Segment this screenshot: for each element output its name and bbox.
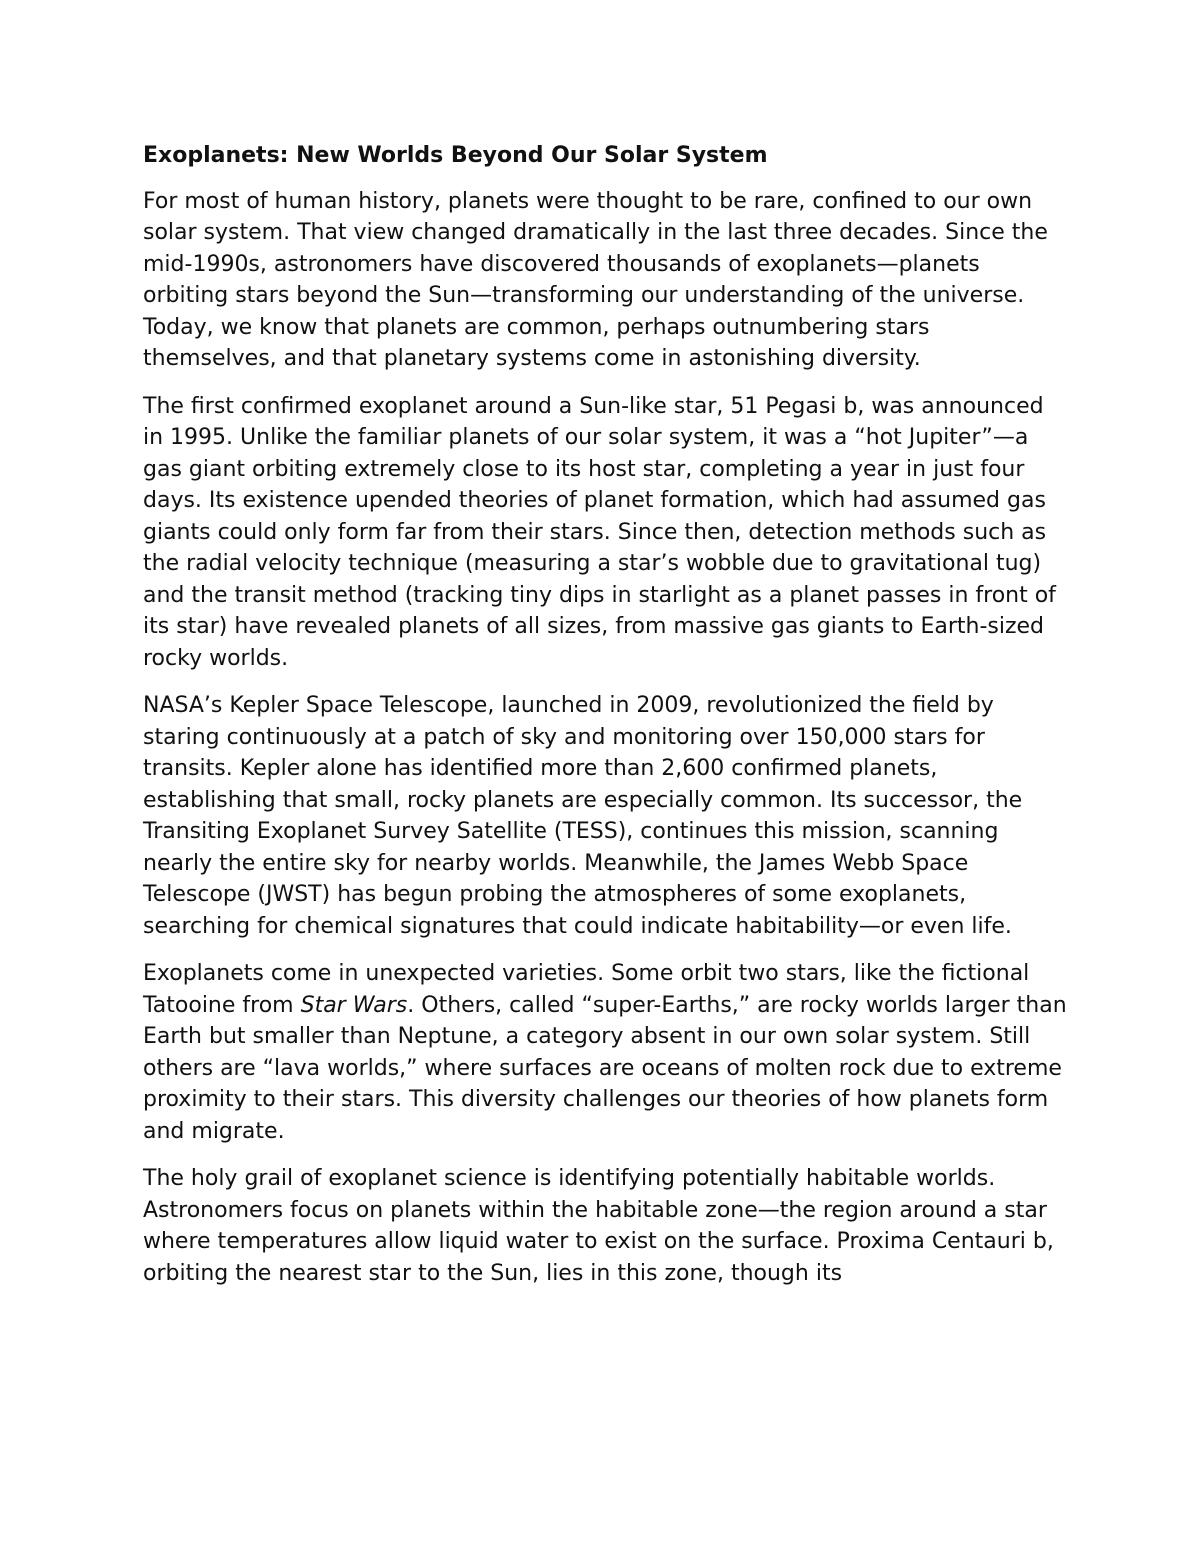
paragraph-first-exoplanet: The first confirmed exoplanet around a Sun-like star, 51 Pegasi b, was announced in 1995. Unlike the familiar planets of our solar system, it was a “hot Jupiter”—a gas giant orbiting extremely close to its host star, completing a year in just four days. Its existence upended theories of planet formation, which had assumed gas giants could only form far from their stars. Since then, detection methods such as the radial velocity technique (measuring a star’s wobble due to gravitational tug) and the transit method (tracking tiny dips in starlight as a planet passes in front of its star) have revealed planets of all sizes, from massive gas giants to Earth-sized rocky worlds. [143,393,1056,671]
paragraph-kepler: NASA’s Kepler Space Telescope, launched in 2009, revolutionized the field by staring continuously at a patch of sky and monitoring over 150,000 stars for transits. Kepler alone has identified more than 2,600 confirmed planets, establishing that small, rocky planets are especially common. Its successor, the Transiting Exoplanet Survey Satellite (TESS), continues this mission, scanning nearly the entire sky for nearby worlds. Meanwhile, the James Webb Space Telescope (JWST) has begun probing the atmospheres of some exoplanets, searching for chemical signatures that could indicate habitability—or even life. [143,693,1023,939]
paragraph-intro: For most of human history, planets were thought to be rare, confined to our own solar system. That view changed dramatically in the last three decades. Since the mid-1990s, astronomers have discovered thousands of exoplanets—planets orbiting stars beyond the Sun—transforming our understanding of the universe. Today, we know that planets are common, perhaps outnumbering stars themselves, and that planetary systems come in astonishing diversity. [143,188,1048,371]
document-title: Exoplanets: New Worlds Beyond Our Solar System [143,143,768,168]
paragraph-habitable-worlds: The holy grail of exoplanet science is identifying potentially habitable worlds. Astronomers focus on planets within the habitable zone—the region around a star where temperatures allow liquid water to exist on the surface. Proxima Centauri b, orbiting the nearest star to the Sun, lies in this zone, though its [143,1166,1054,1286]
star-wars-title: Star Wars [300,992,408,1018]
document-body [143,140,1068,1305]
paragraph-varieties [143,958,1068,1147]
paragraph-varieties-text-start: Exoplanets come in unexpected varieties. Some orbit two stars, like the fictional Tatooine from [143,961,1030,1018]
paragraph-varieties-text-end: . Others, called “super-Earths,” are rocky worlds larger than Earth but smaller than Neptune, a category absent in our own solar system. Still others are “lava worlds,” where surfaces are oceans of molten rock due to extreme proximity to their stars. This diversity challenges our theories of how planets form and migrate. [143,992,1067,1144]
